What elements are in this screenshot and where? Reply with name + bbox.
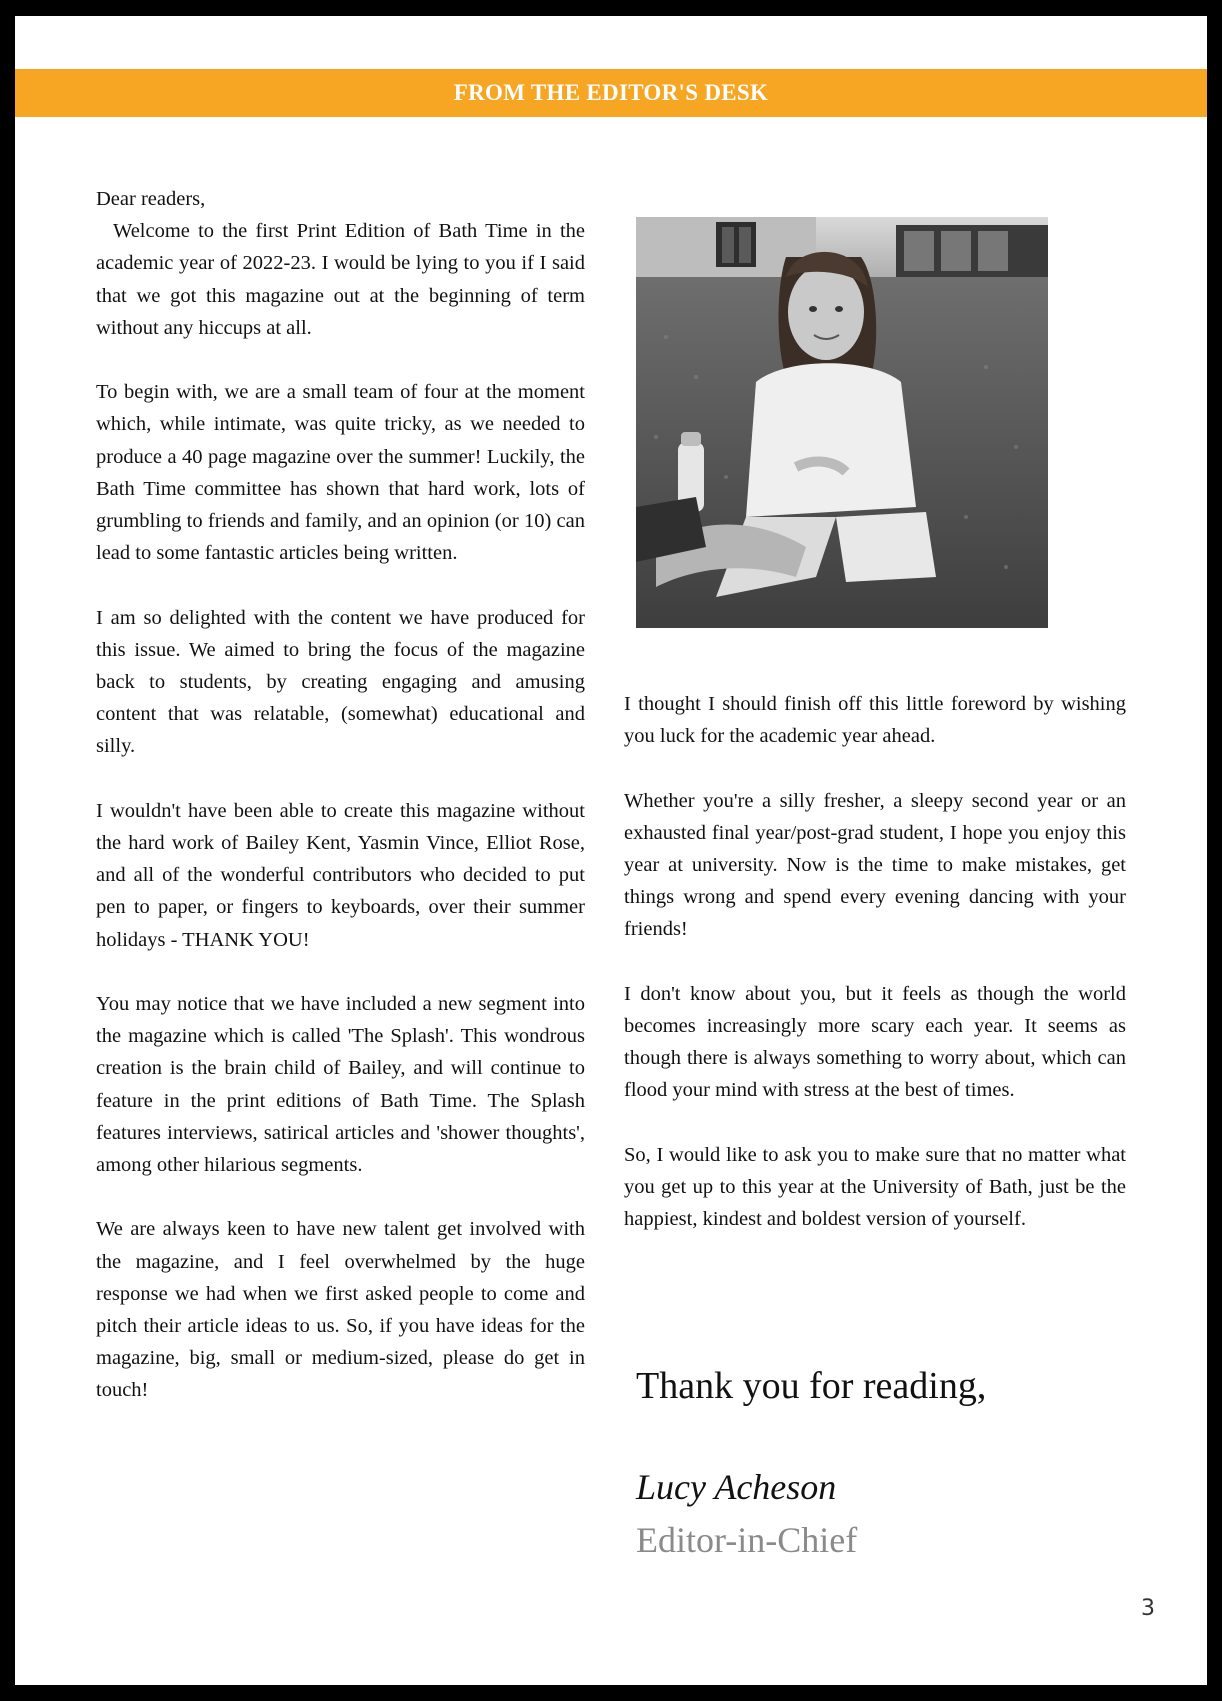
- paragraph: I wouldn't have been able to create this magazine without the hard work of Bailey Kent, Yasmin Vince, Elliot Rose, and all of the wonderful contributors who decided to put pen to paper, or fingers to keyboards, over their summer holidays - THANK YOU!: [96, 799, 585, 951]
- signature-name: Lucy Acheson: [636, 1467, 837, 1507]
- paragraph: Whether you're a silly fresher, a sleepy second year or an exhausted final year/post-grad student, I hope you enjoy this year at university. Now is the time to make mistakes, get things wrong and spend every evening dancing with your friends!: [624, 789, 1126, 941]
- paragraph: We are always keen to have new talent get involved with the magazine, and I feel overwhelmed by the huge response we had when we first asked people to come and pitch their article ideas to us. So, if you have ideas for the magazine, big, small or medium-sized, please do get in touch!: [96, 1218, 585, 1402]
- paragraph: I don't know about you, but it feels as though the world becomes increasingly more scary each year. It seems as though there is always something to worry about, which can flood your mind with stress at the best of times.: [624, 982, 1126, 1102]
- left-column: [96, 183, 585, 1439]
- paragraph: You may notice that we have included a new segment into the magazine which is called 'The Splash'. This wondrous creation is the brain child of Bailey, and will continue to feature in the print editions of Bath Time. The Splash features interviews, satirical articles and 'shower thoughts', among other hilarious segments.: [96, 993, 585, 1177]
- editor-photo: [636, 217, 1048, 628]
- closing-line: Thank you for reading,: [636, 1365, 987, 1407]
- editor-photo-illustration: [636, 217, 1048, 628]
- signature-role: Editor-in-Chief: [636, 1520, 858, 1560]
- paragraph: So, I would like to ask you to make sure that no matter what you get up to this year at the University of Bath, just be the happiest, kindest and boldest version of yourself.: [624, 1143, 1126, 1231]
- section-banner: FROM THE EDITOR'S DESK: [15, 69, 1207, 117]
- paragraph: I thought I should finish off this little foreword by wishing you luck for the academic year ahead.: [624, 693, 1126, 748]
- right-column: [624, 688, 1126, 1268]
- paragraph: I am so delighted with the content we have produced for this issue. We aimed to bring the focus of the magazine back to students, by creating engaging and amusing content that was relatable, (somewhat) educational and silly.: [96, 606, 585, 758]
- greeting: Dear readers,: [96, 188, 206, 210]
- paragraph: To begin with, we are a small team of four at the moment which, while intimate, was quite tricky, as we needed to produce a 40 page magazine over the summer! Luckily, the Bath Time committee has shown that hard work, lots of grumbling to friends and family, and an opinion (or 10) can lead to some fantastic articles being written.: [96, 381, 585, 565]
- page: [15, 16, 1207, 1685]
- page-number: 3: [1141, 1596, 1155, 1621]
- paragraph: Welcome to the first Print Edition of Bath Time in the academic year of 2022-23. I would be lying to you if I said that we got this magazine out at the beginning of term without any hiccups at all.: [96, 220, 585, 339]
